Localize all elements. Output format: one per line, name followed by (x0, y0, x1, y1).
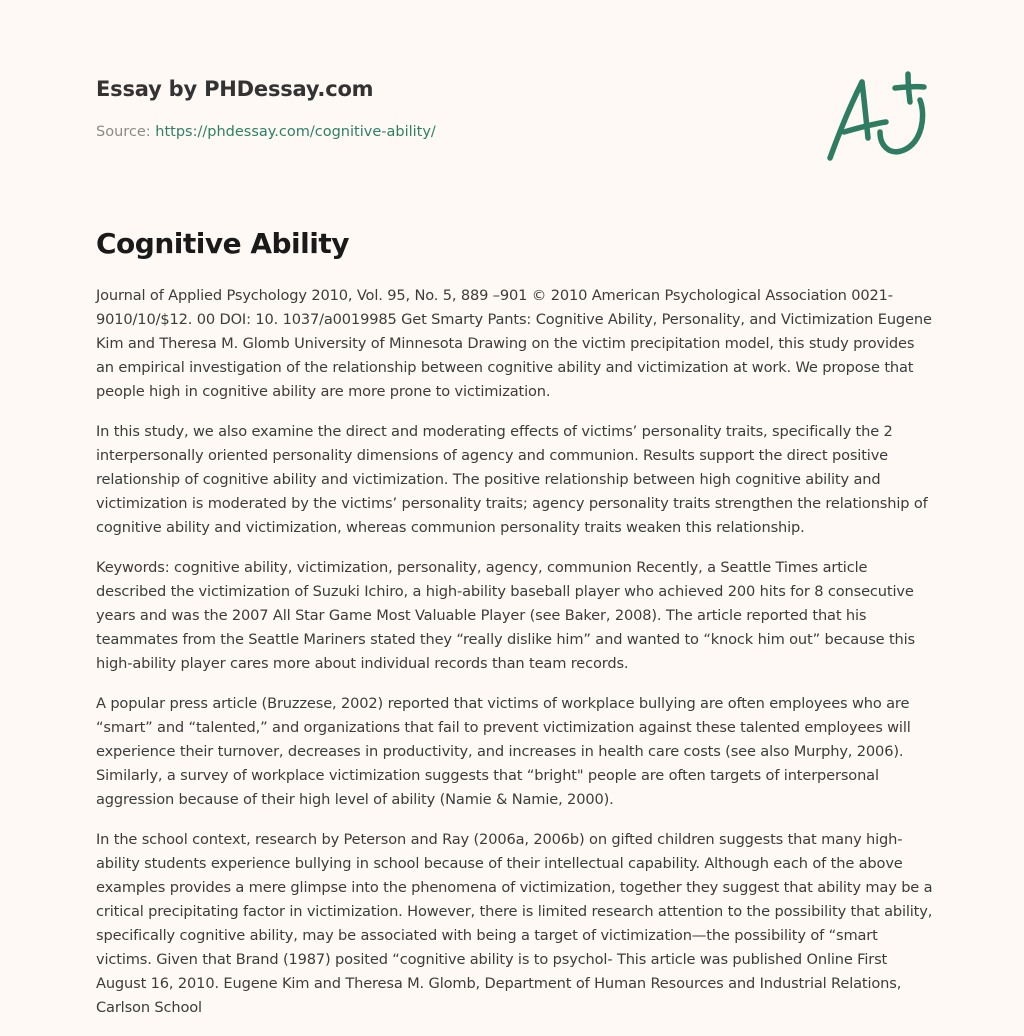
article-body (96, 284, 936, 1036)
article-paragraph: Keywords: cognitive ability, victimization, personality, agency, communion Recently, a Seattle Times article described the victimization of Suzuki Ichiro, a high-ability baseball player who achieved 200 hits for 8 consecutive years and was the 2007 All Star Game Most Valuable Player (see Baker, 2008). The article reported that his teammates from the Seattle Mariners stated they “really dislike him” and wanted to “knock him out” because this high-ability player cares more about individual records than team records. (96, 559, 915, 672)
a-plus-grade-icon (820, 66, 932, 166)
source-line (96, 122, 936, 142)
article-paragraph: Journal of Applied Psychology 2010, Vol. 95, No. 5, 889 –901 © 2010 American Psychological Association 0021-9010/10/$12. 00 DOI: 10. 1037/a0019985 Get Smarty Pants: Cognitive Ability, Personality, and Victimization Eugene Kim and Theresa M. Glomb University of Minnesota Drawing on the victim precipitation model, this study provides an empirical investigation of the relationship between cognitive ability and victimization at work. We propose that people high in cognitive ability are more prone to victimization. (96, 287, 932, 400)
site-title: Essay by PHDessay.com (96, 77, 374, 101)
article-paragraph: A popular press article (Bruzzese, 2002) reported that victims of workplace bullying are often employees who are “smart” and “talented,” and organizations that fail to prevent victimization against these talented employees will experience their turnover, decreases in productivity, and increases in health care costs (see also Murphy, 2006). Similarly, a survey of workplace victimization suggests that “bright" people are often targets of interpersonal aggression because of their high level of ability (Namie & Namie, 2000). (96, 695, 911, 808)
source-link[interactable]: https://phdessay.com/cognitive-ability/ (155, 124, 436, 140)
essay-header (96, 74, 936, 142)
article-paragraph: In the school context, research by Peterson and Ray (2006a, 2006b) on gifted children suggests that many high-ability students experience bullying in school because of their intellectual capability. Although each of the above examples provides a mere glimpse into the phenomena of victimization, together they suggest that ability may be a critical precipitating factor in victimization. However, there is limited research attention to the possibility that ability, specifically cognitive ability, may be associated with being a target of victimization—the possibility of “smart victims. Given that Brand (1987) posited “cognitive ability is to psychol- This article was published Online First August 16, 2010. Eugene Kim and Theresa M. Glomb, Department of Human Resources and Industrial Relations, Carlson School (96, 831, 933, 1016)
page-title: Cognitive Ability (96, 227, 349, 260)
article-paragraph: In this study, we also examine the direct and moderating effects of victims’ personality traits, specifically the 2 interpersonally oriented personality dimensions of agency and communion. Results support the direct positive relationship of cognitive ability and victimization. The positive relationship between high cognitive ability and victimization is moderated by the victims’ personality traits; agency personality traits strengthen the relationship of cognitive ability and victimization, whereas communion personality traits weaken this relationship. (96, 423, 928, 536)
source-label: Source: (96, 124, 156, 140)
